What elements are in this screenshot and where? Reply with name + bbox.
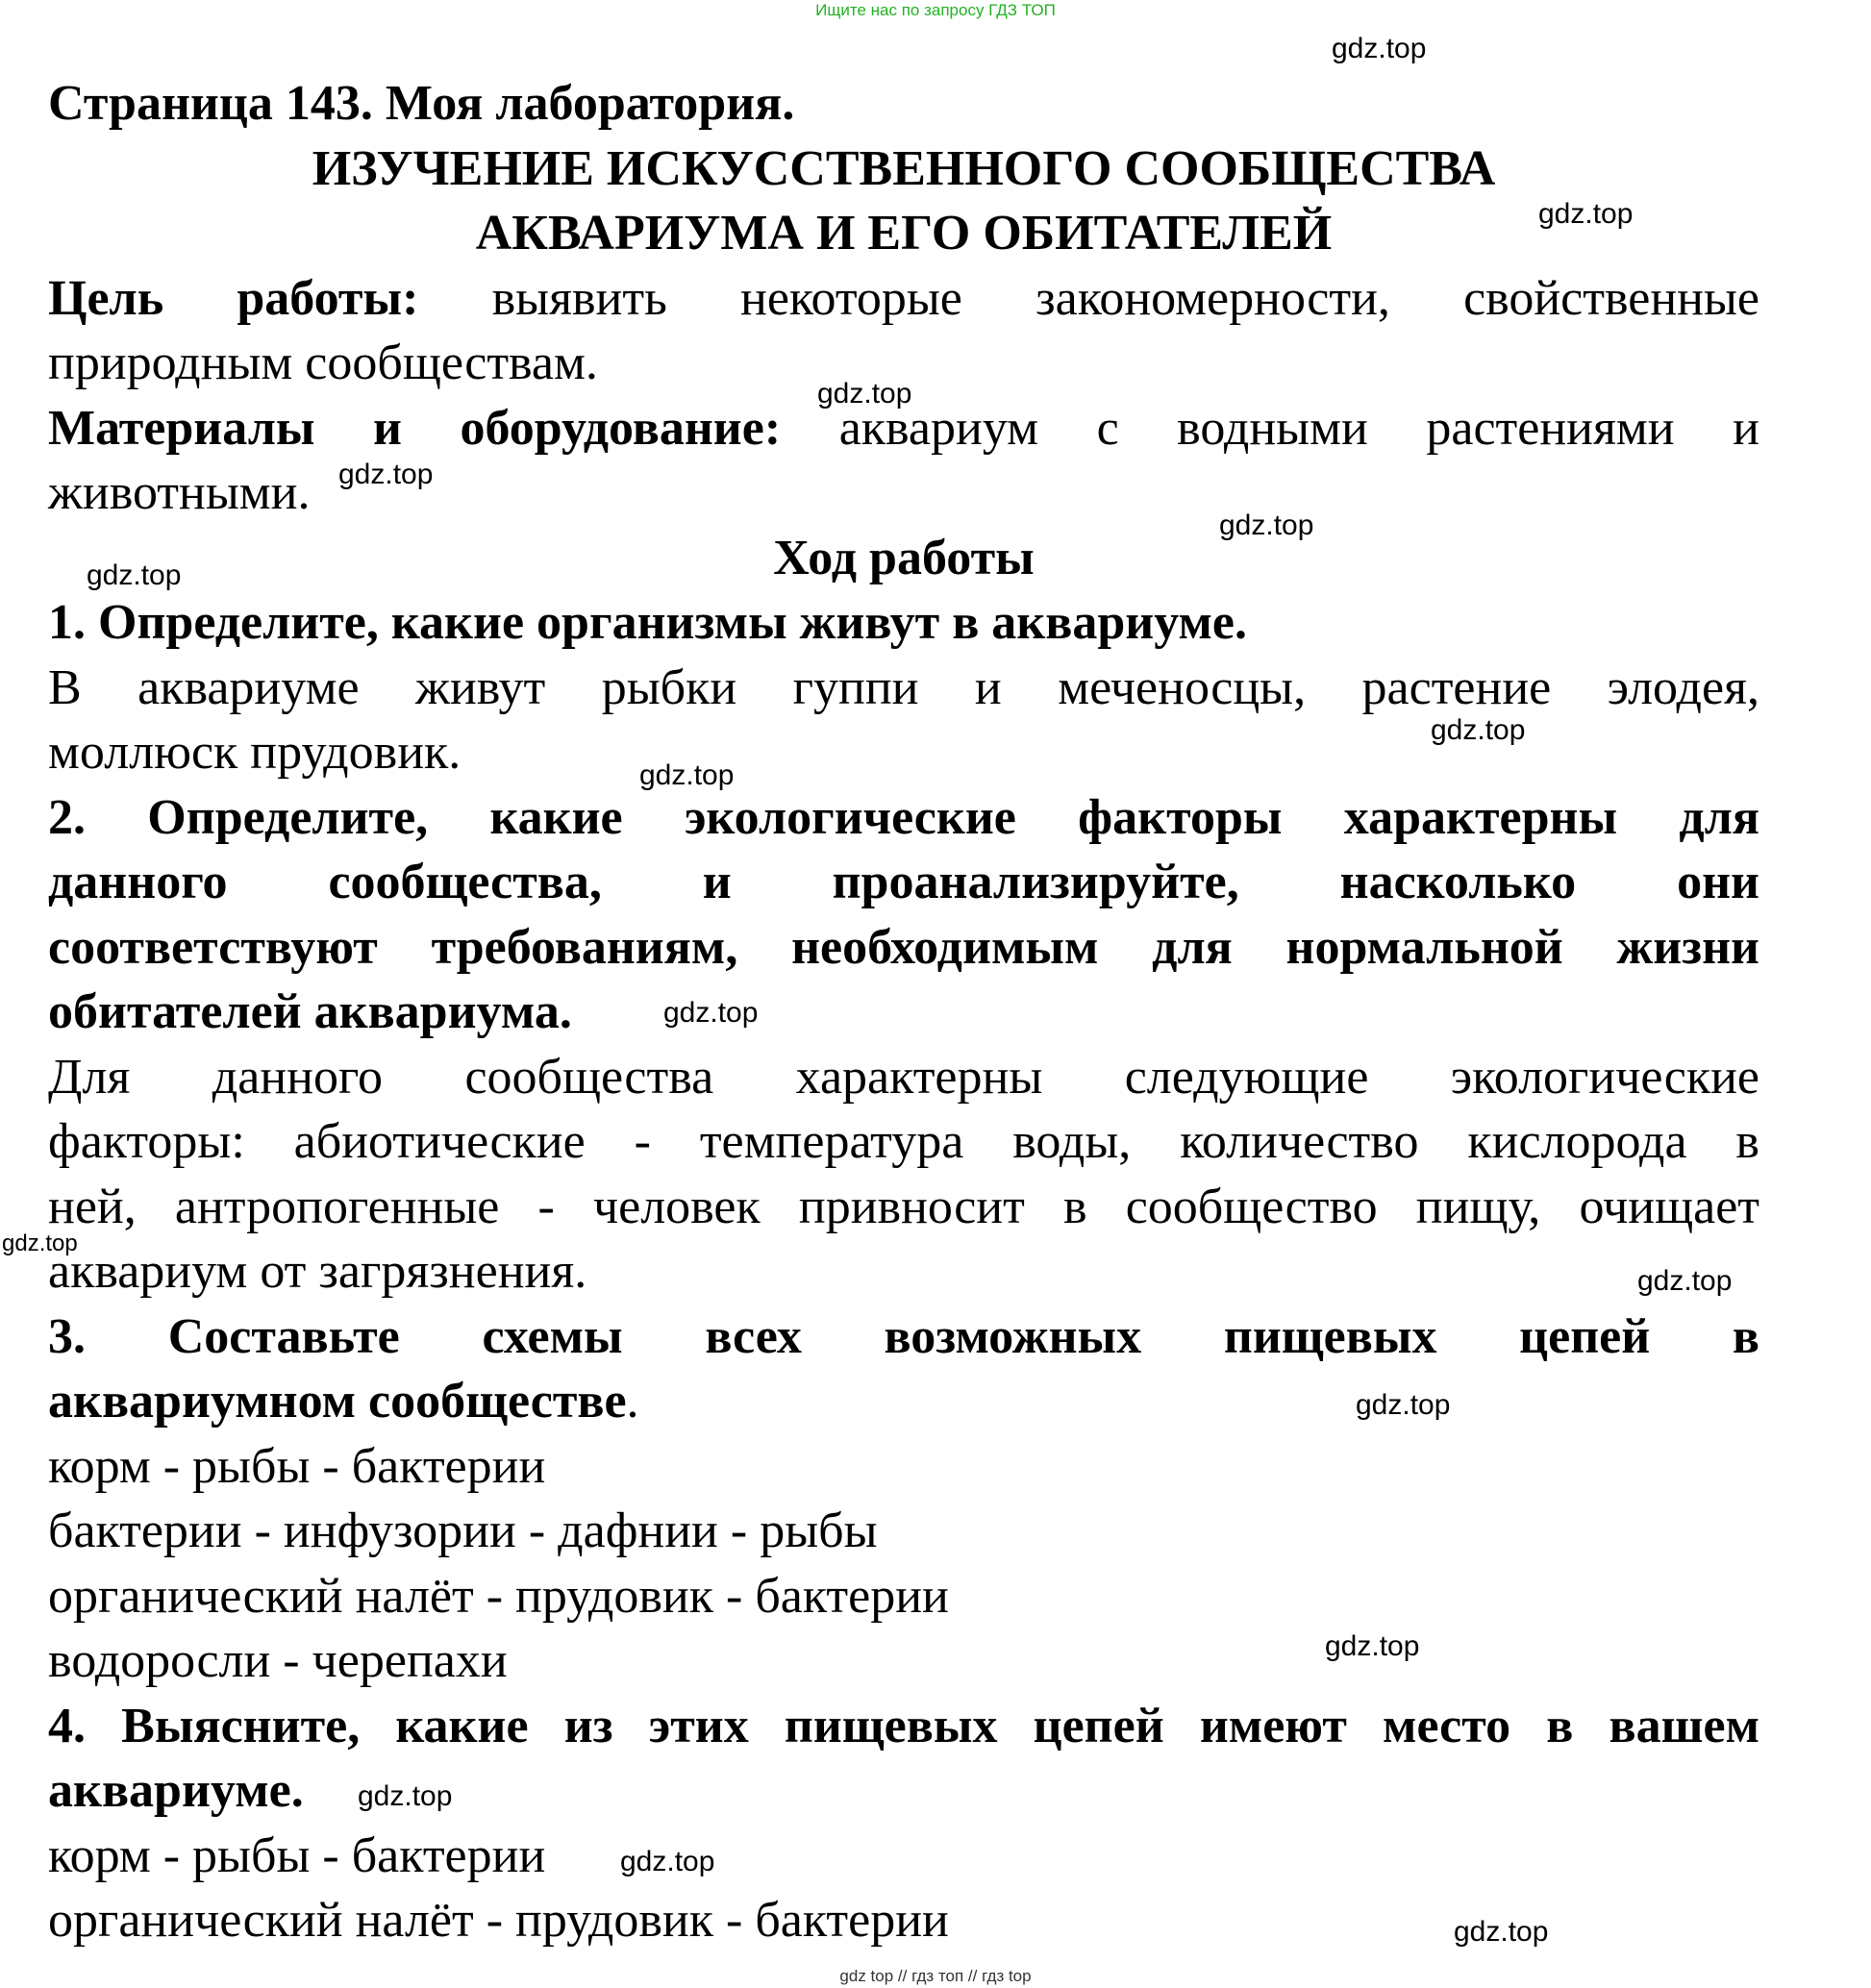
goal-text: выявить некоторые закономерности, свойственные [491, 270, 1759, 326]
bottom-banner[interactable]: gdz top // гдз топ // гдз top [839, 1967, 1032, 1985]
watermark: gdz.top [358, 1780, 453, 1812]
task-2-answer-line-3: ней, антропогенные - человек привносит в сообщество пищу, очищает [48, 1179, 1759, 1234]
watermark: gdz.top [1454, 1916, 1549, 1948]
watermark: gdz.top [87, 559, 182, 591]
watermark: gdz.top [1431, 714, 1526, 746]
task-2-question-line-1: 2. Определите, какие экологические факторы характерны для [48, 789, 1759, 845]
watermark: gdz.top [1325, 1630, 1420, 1662]
materials-label: Материалы и оборудование: [48, 400, 782, 456]
watermark: gdz.top [620, 1846, 715, 1877]
task-2-answer-line-4: аквариум от загрязнения. [48, 1244, 587, 1299]
goal-line-2: природным сообществам. [48, 335, 598, 390]
task-3-chain-1: корм - рыбы - бактерии [48, 1438, 546, 1494]
task-1-question: 1. Определите, какие организмы живут в аквариуме. [48, 595, 1248, 650]
task-4-chain-2: органический налёт - прудовик - бактерии [48, 1893, 949, 1948]
task-3-chain-2: бактерии - инфузории - дафнии - рыбы [48, 1503, 878, 1558]
watermark: gdz.top [2, 1230, 78, 1256]
task-3-question-line-1: 3. Составьте схемы всех возможных пищевых цепей в [48, 1308, 1759, 1364]
task-2-question-line-3: соответствуют требованиям, необходимым для нормальной жизни [48, 919, 1759, 975]
content [48, 71, 1759, 1953]
procedure-heading: Ход работы [773, 530, 1035, 585]
materials-line-2: животными. [48, 465, 311, 520]
watermark: gdz.top [1332, 33, 1427, 64]
materials-text: аквариум с водными растениями и [838, 400, 1759, 456]
task-4-question-line-1: 4. Выясните, какие из этих пищевых цепей имеют место в вашем [48, 1698, 1759, 1753]
task-1-answer-line-2: моллюск прудовик. [48, 725, 462, 780]
watermark: gdz.top [338, 459, 434, 490]
task-2-question-line-2: данного сообщества, и проанализируйте, насколько они [48, 855, 1759, 909]
task-3-question-tail: . [626, 1374, 639, 1429]
task-4-chain-1: корм - рыбы - бактерии [48, 1827, 546, 1883]
watermark: gdz.top [1538, 198, 1634, 230]
goal-label: Цель работы: [48, 270, 419, 326]
top-banner[interactable]: Ищите нас по запросу ГДЗ ТОП [815, 1, 1056, 19]
task-3-question-line-2 [48, 1369, 1759, 1434]
task-4-question-line-2: аквариуме. [48, 1763, 304, 1818]
task-2-question-line-4: обитателей аквариума. [48, 984, 572, 1039]
goal-line-1 [48, 266, 1759, 332]
task-2-answer-line-2: факторы: абиотические - температура воды, количество кислорода в [48, 1114, 1759, 1169]
watermark: gdz.top [1356, 1389, 1451, 1421]
watermark: gdz.top [1637, 1265, 1733, 1297]
task-1-answer-line-1: В аквариуме живут рыбки гуппи и меченосцы, растение элодея, [48, 659, 1759, 715]
task-2-answer-line-1: Для данного сообщества характерны следующие экологические [48, 1049, 1759, 1105]
task-3-question-text: аквариумном сообществе [48, 1374, 627, 1429]
lab-title-line-2: АКВАРИУМА И ЕГО ОБИТАТЕЛЕЙ [475, 206, 1333, 261]
task-3-chain-3: органический налёт - прудовик - бактерии [48, 1568, 949, 1624]
lab-title-line-1: ИЗУЧЕНИЕ ИСКУССТВЕННОГО СООБЩЕСТВА [312, 140, 1496, 196]
watermark: gdz.top [817, 378, 912, 410]
watermark: gdz.top [663, 997, 759, 1029]
watermark: gdz.top [639, 759, 735, 791]
page-title: Страница 143. Моя лаборатория. [48, 76, 795, 131]
watermark: gdz.top [1219, 509, 1314, 541]
task-3-chain-4: водоросли - черепахи [48, 1633, 508, 1688]
